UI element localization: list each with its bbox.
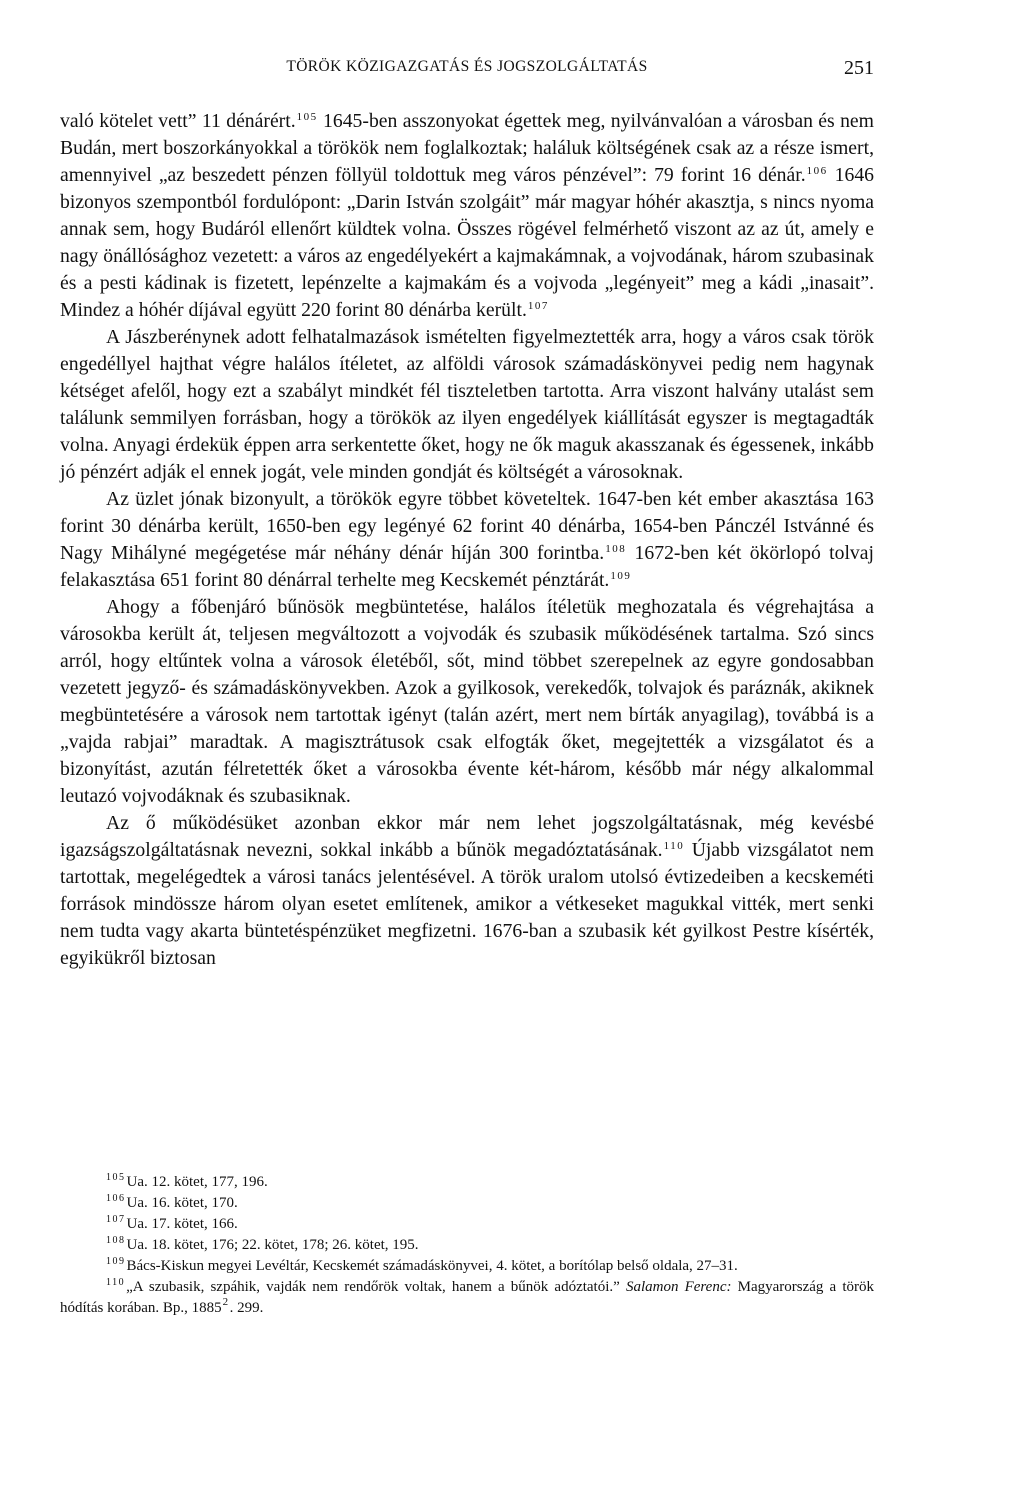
text-run: Bács-Kiskun megyei Levéltár, Kecskemét számadáskönyvei, 4. kötet, a borítólap belső oldala, 27–31. — [126, 1258, 738, 1274]
text-run: Ua. 12. kötet, 177, 196. — [126, 1174, 268, 1190]
text-run: Újabb vizsgálatot nem tartottak, megelégedtek a városi tanács jelentésével. A török uralom utolsó évtizedeiben a kecskeméti források mindössze három olyan esetet említenek, amikor a vétkeseket magukkal vitték, mert senki nem tudta vagy akarta büntetéspénzüket megfizetni. 1676-ban a szubasik két gyilkost Pestre kísérték, egyikükről biztosan — [60, 839, 874, 969]
footnote-number: 108 — [106, 1235, 126, 1246]
text-run: 1645-ben asszonyokat égettek meg, nyilvánvalóan a városban és nem Budán, mert boszorkányokkal a törökök nem foglalkoztak; haláluk költségének csak az a része ismert, amennyivel „az beszedett pénzen föllyül toldottuk meg város pénzével”: 79 forint 16 dénár. — [60, 110, 874, 186]
footnote — [60, 1235, 874, 1256]
paragraph — [60, 810, 874, 972]
footnote-number: 109 — [106, 1256, 126, 1267]
footnote-reference: 110 — [663, 840, 685, 852]
footnote-reference: 106 — [806, 165, 828, 177]
paragraph — [60, 108, 874, 324]
footnote-reference: 109 — [610, 570, 632, 582]
paragraph — [60, 486, 874, 594]
italic-text: Salamon Ferenc: — [625, 1279, 732, 1295]
footnote — [60, 1172, 874, 1193]
text-run: Ahogy a főbenjáró bűnösök megbüntetése, halálos ítéletük meghozatala és végrehajtása a városokba került át, teljesen megváltozott a vojvodák és szubasik működésének tartalma. Szó sincs arról, hogy eltűntek volna a városok életéből, sőt, mind többet szerepelnek az egyre gondosabban vezetett jegyző- és számadáskönyvekben. Azok a gyilkosok, verekedők, tolvajok és paráznák, akiknek megbüntetésére a városok nem tartottak igényt (talán azért, mert nem bírták anyagilag), továbbá is a „vajda rabjai” maradtak. A magisztrátusok csak elfogták őket, megejtették a vizsgálatot és a bizonyítást, azután félretették őket a városokba évente két-három, később már négy alkalommal leutazó vojvodáknak és szubasiknak. — [60, 596, 874, 807]
footnote — [60, 1277, 874, 1319]
footnote — [60, 1193, 874, 1214]
footnote — [60, 1256, 874, 1277]
text-run: Az ő működésüket azonban ekkor már nem lehet jogszolgáltatásnak, még kevésbé igazságszolgáltatásnak nevezni, sokkal inkább a bűnök megadóztatásának. — [60, 812, 874, 861]
page-number: 251 — [844, 57, 874, 79]
text-run: A Jászberénynek adott felhatalmazások ismételten figyelmeztették arra, hogy a város csak török engedéllyel hajthat végre halálos ítéletet, az alföldi városok számadáskönyvei pedig nem hagynak kétséget afelől, hogy ezt a szabályt mindkét fél tiszteletben tartotta. Arra viszont halvány utalást sem találunk semmilyen forrásban, hogy a törökök az ilyen engedélyek kiállítását egyszer is megtagadták volna. Anyagi érdekük éppen arra serkentette őket, hogy ne ők maguk akasszanak és égessenek, inkább jó pénzért adják el ennek jogát, vele minden gondját és költségét a városoknak. — [60, 326, 875, 483]
footnote-reference: 107 — [527, 300, 549, 312]
text-run: Magyarország a török hódítás korában. Bp., 1885 — [60, 1279, 874, 1316]
text-run: Ua. 18. kötet, 176; 22. kötet, 178; 26. kötet, 195. — [126, 1237, 419, 1253]
paragraph — [60, 324, 874, 486]
paragraph — [60, 594, 874, 810]
text-run: „A szubasik, szpáhik, vajdák nem rendőrök voltak, hanem a bűnök adóztatói.” — [126, 1279, 626, 1295]
text-run: Az üzlet jónak bizonyult, a törökök egyre többet követeltek. 1647-ben két ember akasztása 163 forint 30 dénárba került, 1650-ben egy legényé 62 forint 40 dénárba, 1654-ben Pánczél Istvánné és Nagy Mihályné megégetése már néhány dénár híján 300 forintba. — [60, 488, 874, 564]
text-run: való kötelet vett” 11 dénárért. — [60, 110, 296, 132]
text-run: Ua. 17. kötet, 166. — [126, 1216, 238, 1232]
page-header — [60, 58, 874, 88]
footnote-number: 110 — [106, 1277, 126, 1288]
footnote-reference: 105 — [296, 111, 318, 123]
text-run: . 299. — [229, 1300, 264, 1316]
running-head: TÖRÖK KÖZIGAZGATÁS ÉS JOGSZOLGÁLTATÁS — [286, 58, 648, 75]
footnote-number: 106 — [106, 1193, 126, 1204]
body-text — [60, 108, 874, 972]
footnote-number: 107 — [106, 1214, 126, 1225]
footnotes — [60, 1172, 874, 1319]
footnote-reference: 2 — [222, 1296, 230, 1308]
text-run: Ua. 16. kötet, 170. — [126, 1195, 238, 1211]
text-run: 1646 bizonyos szempontból fordulópont: „Darin István szolgáit” már magyar hóhér akasztja, s nincs nyoma annak sem, hogy Budáról ellenőrt küldtek volna. Összes rögével felmérhető viszont az az út, amely e nagy önállósághoz vezetett: a város az engedélyekért a kajmakámnak, a vojvodának, három szubasinak és a pesti kádinak is fizetett, lepénzelte a kajmakám és a vojvoda „legényeit” meg a kádi „inasait”. Mindez a hóhér díjával együtt 220 forint 80 dénárba került. — [60, 164, 875, 321]
footnote — [60, 1214, 874, 1235]
text-run: 1672-ben két ökörlopó tolvaj felakasztása 651 forint 80 dénárral terhelte meg Kecskemét pénztárát. — [60, 542, 874, 591]
footnote-number: 105 — [106, 1172, 126, 1183]
footnote-reference: 108 — [605, 543, 627, 555]
